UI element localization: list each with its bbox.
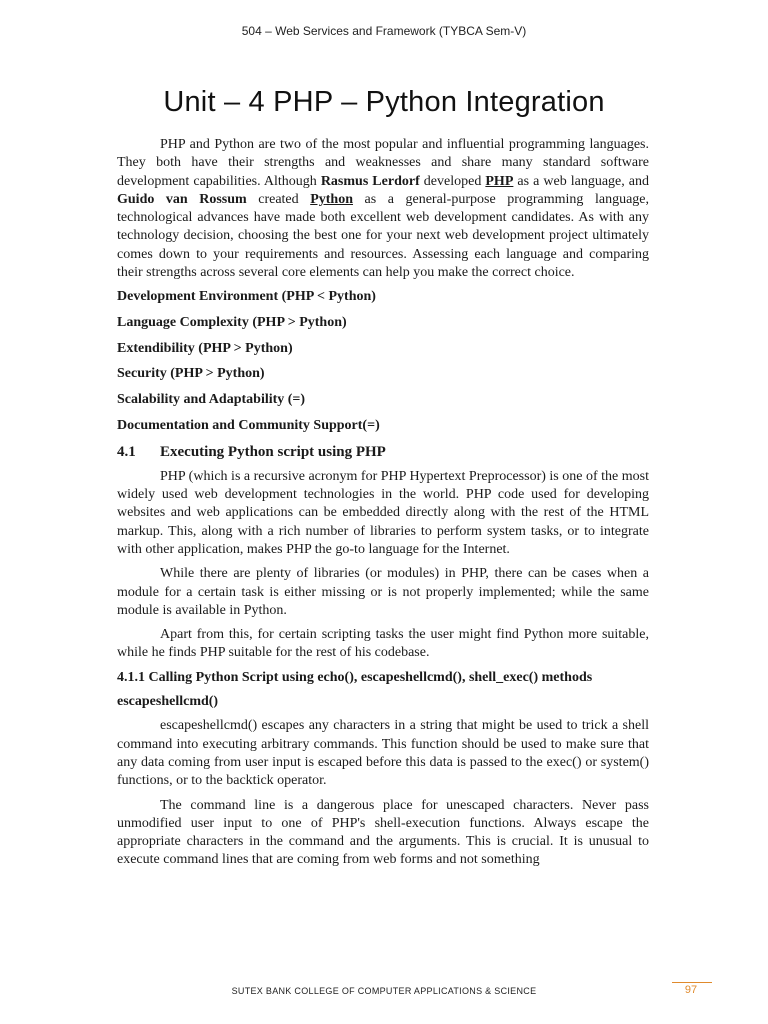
comparison-scalability: Scalability and Adaptability (=) (117, 392, 306, 408)
intro-text-5: as a general-purpose programming language, technological advances have made both excellent web development candidates. As with any technology decision, choosing the best one for your next web development project ultimately comes down to your requirements and resources. Assessing each language and comparing their strengths across several core elements can help you make the correct choice. (117, 191, 649, 281)
intro-paragraph (117, 136, 649, 282)
comparison-development-environment: Development Environment (PHP < Python) (117, 289, 376, 305)
intro-text-4: created (246, 191, 311, 207)
section-4-1-heading (117, 443, 649, 461)
section-4-1-title: Executing Python script using PHP (160, 443, 386, 460)
intro-text-1: PHP and Python are two of the most popular and influential programming languages. They both have their strengths and weaknesses and share many standard software development capabilities. Although (117, 137, 649, 189)
escapeshellcmd-subheading: escapeshellcmd() (117, 694, 219, 710)
document-body (117, 136, 649, 870)
python-link[interactable]: Python (310, 191, 353, 207)
section-4-1-paragraph-3: Apart from this, for certain scripting tasks the user might find Python more suitable, while he finds PHP suitable for the rest of his codebase. (117, 627, 649, 661)
section-4-1-paragraph-2: While there are plenty of libraries (or modules) in PHP, there can be cases when a module for a certain task is either missing or is not properly implemented; while the same module is available in Python. (117, 566, 649, 618)
php-link[interactable]: PHP (485, 173, 514, 189)
intro-text-2: developed (419, 173, 486, 189)
comparison-documentation: Documentation and Community Support(=) (117, 417, 380, 433)
section-4-1-1-paragraph-1: escapeshellcmd() escapes any characters in a string that might be used to trick a shell command into executing arbitrary commands. This function should be used to make sure that any data coming from user input is escaped before this data is passed to the exec() or system() functions, or to the backtick operator. (117, 718, 649, 789)
section-4-1-1-heading: 4.1.1 Calling Python Script using echo(), escapeshellcmd(), shell_exec() methods (117, 669, 593, 685)
section-4-1-paragraph-1: PHP (which is a recursive acronym for PHP Hypertext Preprocessor) is one of the most widely used web development technologies in the world. PHP code used for developing websites and web applications can be embedded directly along with the rest of the HTML markup. This, along with a rich number of libraries to perform system tasks, or to integrate with other application, makes PHP the go-to language for the Internet. (117, 468, 649, 557)
section-4-1-number: 4.1 (117, 443, 136, 460)
page-title: Unit – 4 PHP – Python Integration (163, 86, 605, 118)
comparison-extendibility: Extendibility (PHP > Python) (117, 340, 293, 356)
comparison-language-complexity: Language Complexity (PHP > Python) (117, 315, 347, 331)
page-number: 97 (684, 984, 698, 996)
page-header: 504 – Web Services and Framework (TYBCA Sem-V) (241, 24, 527, 38)
intro-text-3: as a web language, and (513, 173, 650, 189)
rasmus-lerdorf-name: Rasmus Lerdorf (320, 173, 420, 189)
comparison-security: Security (PHP > Python) (117, 366, 265, 382)
guido-van-rossum-name: Guido van Rossum (117, 191, 247, 207)
section-4-1-1-paragraph-2: The command line is a dangerous place for unescaped characters. Never pass unmodified user input to one of PHP's shell-execution functions. Always escape the appropriate characters in the command and the arguments. This is crucial. It is unusual to execute command lines that are coming from web forms and not something (117, 797, 649, 868)
page-footer: SUTEX BANK COLLEGE OF COMPUTER APPLICATIONS & SCIENCE (231, 986, 537, 996)
footer-divider (672, 982, 712, 983)
